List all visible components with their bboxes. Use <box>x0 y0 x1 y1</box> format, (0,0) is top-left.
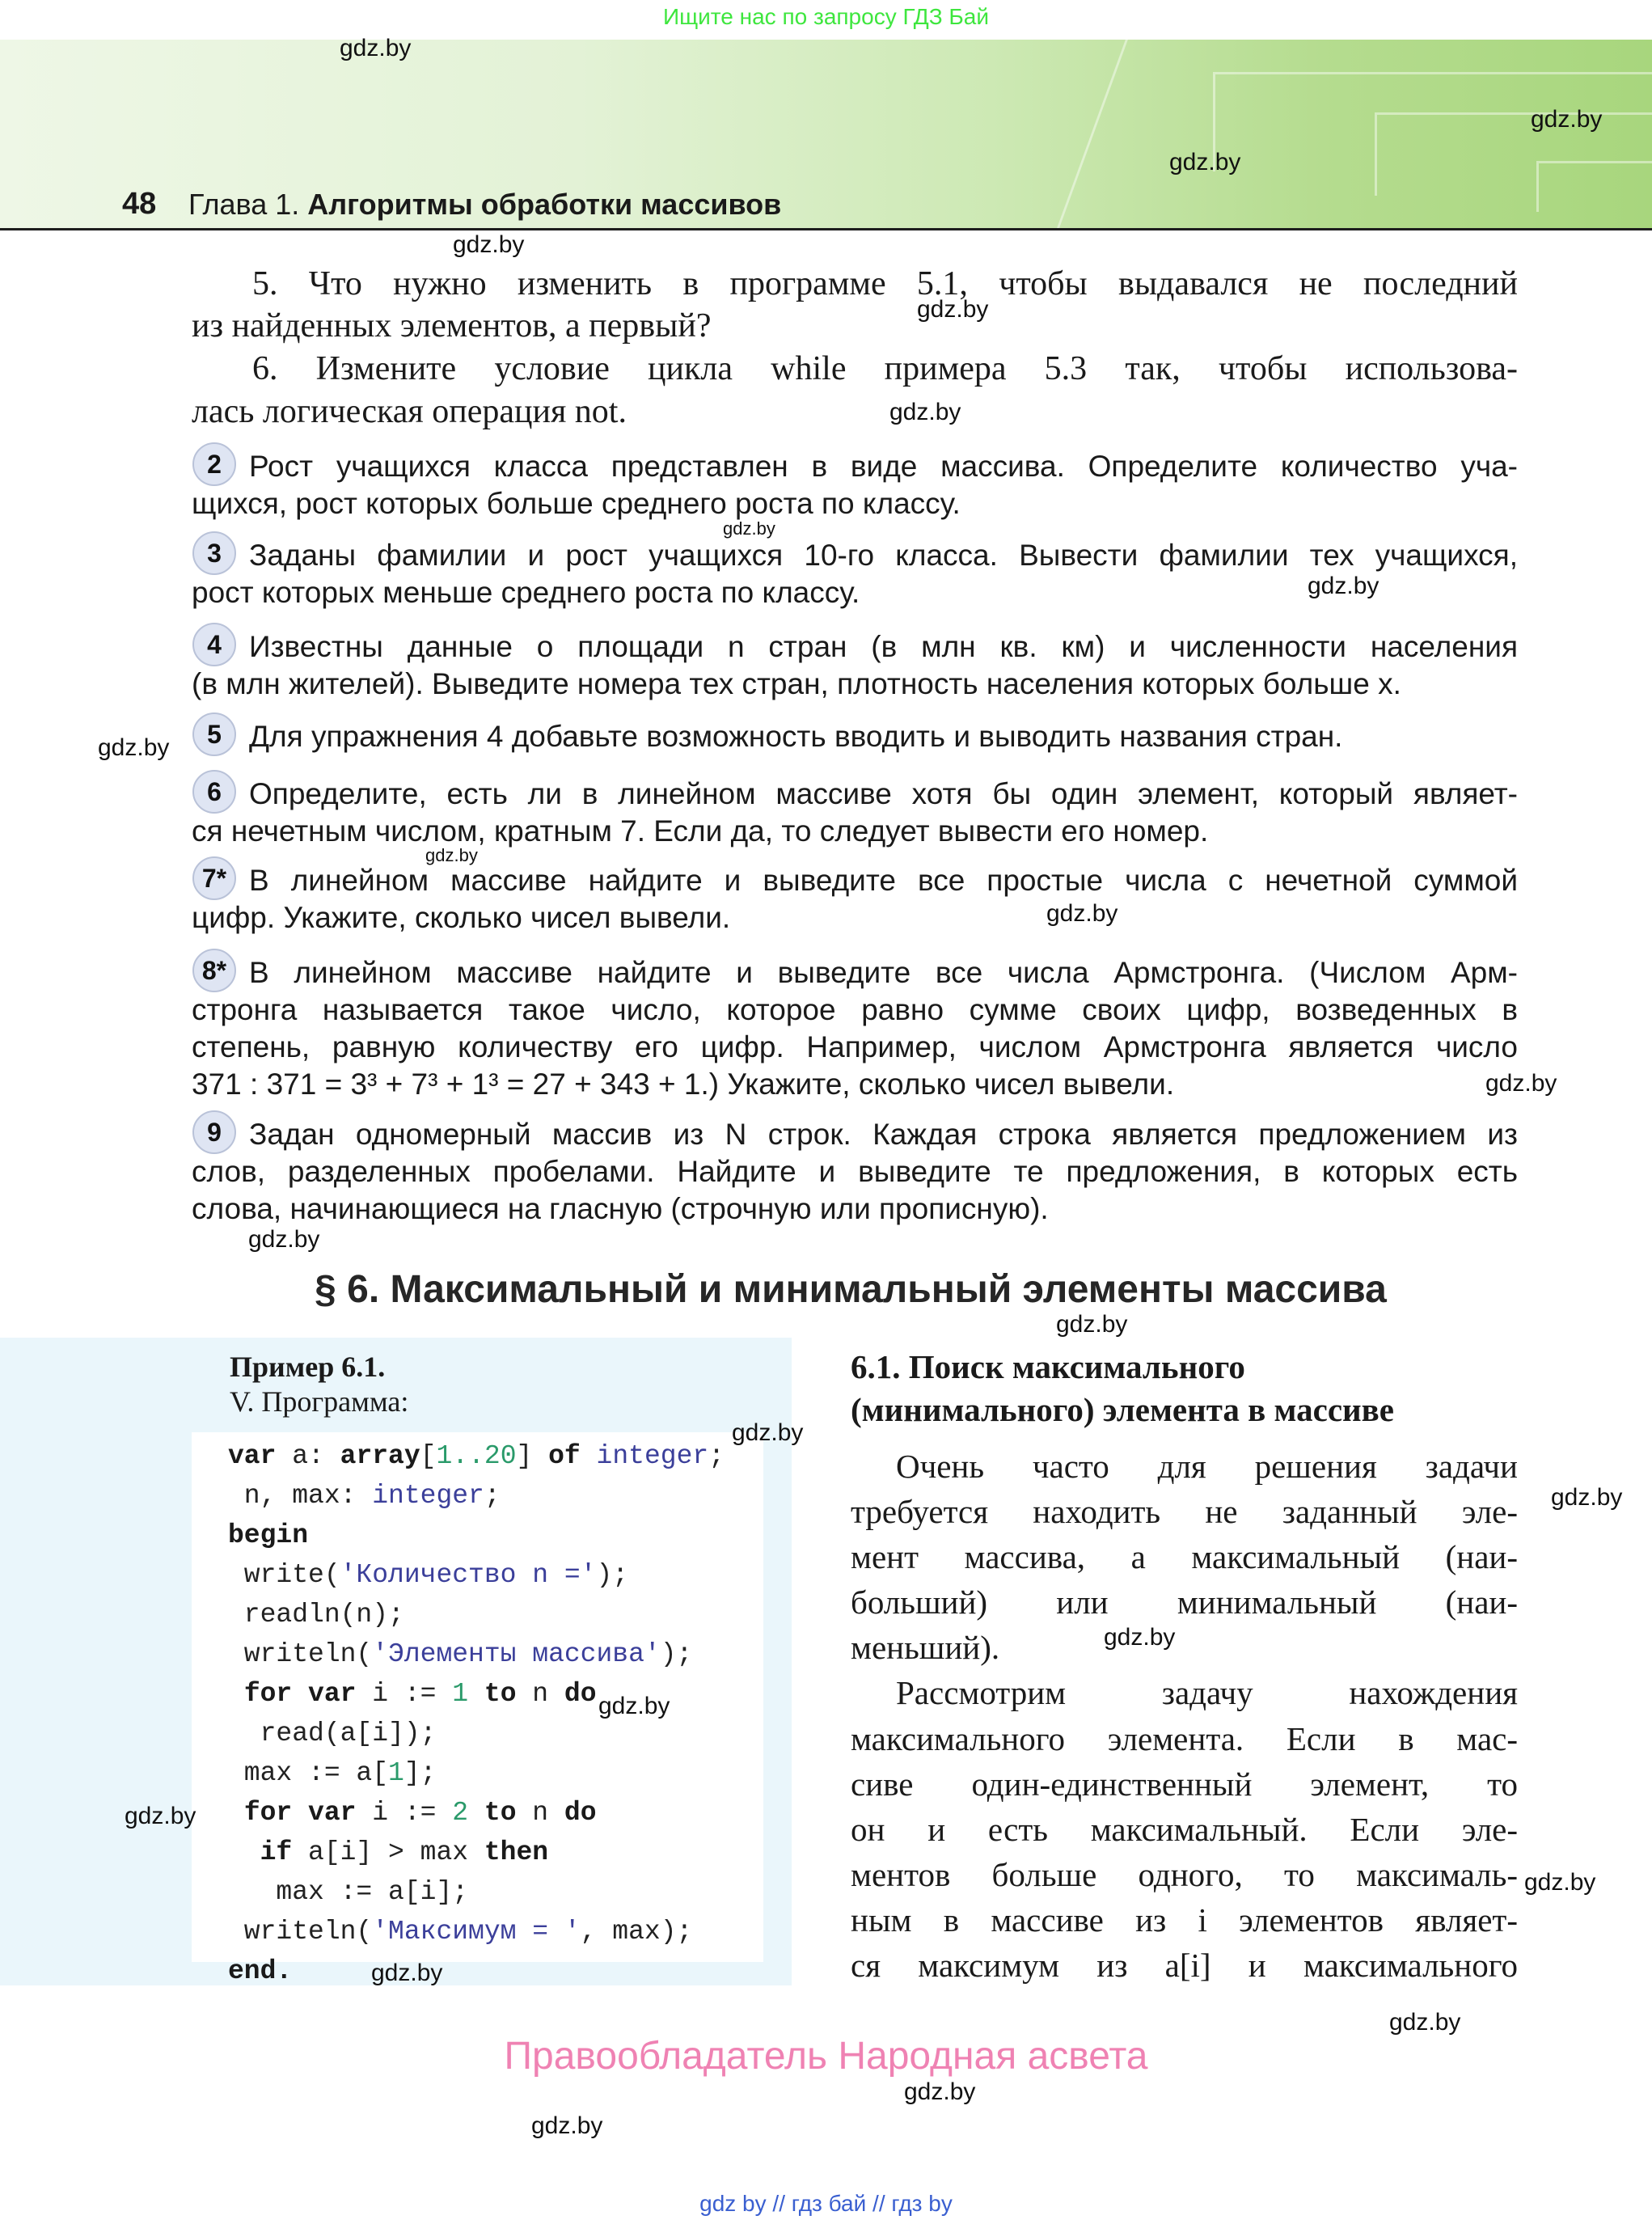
subsection-heading-line: (минимального) элемента в массиве <box>851 1391 1394 1428</box>
task-line: стронга называется такое число, которое равно сумме своих цифр, возведенных в <box>192 993 1518 1026</box>
task-line: степень, равную количеству его цифр. Например, числом Армстронга является число <box>192 1030 1518 1063</box>
code-token: 1 <box>388 1758 404 1788</box>
example-title: Пример 6.1. <box>230 1351 386 1383</box>
body-line: он и есть максимальный. Если эле- <box>851 1811 1518 1848</box>
code-line <box>228 1837 548 1869</box>
code-token <box>228 1837 260 1867</box>
code-token: do <box>564 1798 597 1828</box>
body-line: ся максимум из a[i] и максимального <box>851 1947 1518 1984</box>
watermark-text: gdz.by <box>1389 2009 1461 2036</box>
watermark-text: gdz.by <box>371 1960 443 1986</box>
code-token: ] <box>516 1441 549 1471</box>
task-number-badge: 3 <box>192 531 236 575</box>
watermark-text: gdz.by <box>1308 573 1379 599</box>
code-token: if <box>260 1837 293 1867</box>
question-line: лась логическая операция not. <box>192 393 627 430</box>
code-line <box>228 1599 404 1631</box>
task-line: 371 : 371 = 3³ + 7³ + 1³ = 27 + 343 + 1.) Укажите, сколько чисел вывели. <box>192 1068 1175 1101</box>
footer-links[interactable]: gdz by // гдз бай // гдз by <box>699 2191 953 2216</box>
body-line: Рассмотрим задачу нахождения <box>896 1674 1518 1711</box>
task-line: В линейном массиве найдите и выведите все числа Армстронга. (Числом Арм- <box>249 956 1518 989</box>
code-line <box>228 1797 597 1829</box>
watermark-text: gdz.by <box>1104 1624 1176 1651</box>
question-line: 5. Что нужно изменить в программе 5.1, чтобы выдавался не последний <box>252 265 1518 302</box>
code-token: of <box>548 1441 581 1471</box>
code-token: a: <box>276 1441 340 1471</box>
code-line <box>228 1638 692 1671</box>
code-token: i := <box>356 1798 453 1828</box>
code-token: begin <box>228 1520 309 1550</box>
code-token: for var <box>243 1679 357 1709</box>
body-line: ным в массиве из i элементов являет- <box>851 1901 1518 1939</box>
question-line: из найденных элементов, а первый? <box>192 307 712 345</box>
code-token: integer <box>372 1481 484 1511</box>
task-line: слов, разделенных пробелами. Найдите и выведите те предложения, в которых есть <box>192 1155 1518 1188</box>
code-line <box>228 1520 308 1552</box>
watermark-text: gdz.by <box>917 296 989 323</box>
task-line: В линейном массиве найдите и выведите все простые числа с нечетной суммой <box>249 864 1518 897</box>
code-line <box>228 1678 597 1710</box>
code-token: 'Количество n =' <box>340 1560 597 1590</box>
task-number-badge: 8* <box>192 949 236 992</box>
code-line <box>228 1956 292 1988</box>
watermark-text: gdz.by <box>598 1693 670 1719</box>
code-token: ); <box>596 1560 629 1590</box>
question-line: 6. Измените условие цикла while примера 5.3 так, чтобы использова- <box>252 350 1518 387</box>
task-line: Заданы фамилии и рост учащихся 10-го класса. Вывести фамилии тех учащихся, <box>249 539 1518 572</box>
code-token <box>228 1798 244 1828</box>
example-subtitle: V. Программа: <box>230 1385 409 1418</box>
task-line: Известны данные о площади n стран (в млн кв. км) и численности населения <box>249 630 1518 663</box>
code-token: 1..20 <box>436 1441 517 1471</box>
body-line: максимального элемента. Если в мас- <box>851 1720 1518 1757</box>
body-line: сиве один-единственный элемент, то <box>851 1765 1518 1803</box>
watermark-text: gdz.by <box>1169 149 1241 175</box>
chapter-name: Алгоритмы обработки массивов <box>307 188 782 221</box>
code-token: a[i] > max <box>292 1837 484 1867</box>
code-token: writeln( <box>228 1917 373 1947</box>
code-token <box>228 1679 244 1709</box>
code-token: 2 <box>452 1798 469 1828</box>
code-line <box>228 1876 468 1909</box>
code-token: ); <box>660 1639 693 1669</box>
code-token: n <box>516 1679 564 1709</box>
watermark-text: gdz.by <box>1485 1070 1557 1097</box>
task-line: рост которых меньше среднего роста по классу. <box>192 576 860 609</box>
code-token: [ <box>420 1441 437 1471</box>
code-token: ]; <box>403 1758 437 1788</box>
subsection-heading-line: 6.1. Поиск максимального <box>851 1348 1245 1385</box>
copyright-holder: Правообладатель Народная асвета <box>504 2035 1148 2078</box>
code-line <box>228 1757 436 1790</box>
watermark-text: gdz.by <box>453 231 525 258</box>
top-search-note: Ищите нас по запросу ГДЗ Бай <box>662 4 990 29</box>
task-number-badge: 2 <box>192 442 236 486</box>
watermark-text: gdz.by <box>340 35 412 61</box>
watermark-text: gdz.by <box>425 845 478 865</box>
code-token: 'Элементы массива' <box>372 1639 661 1669</box>
code-token: do <box>564 1679 597 1709</box>
code-token: array <box>340 1441 420 1471</box>
watermark-text: gdz.by <box>531 2112 603 2139</box>
body-line: ментов больше одного, то максималь- <box>851 1856 1518 1893</box>
task-line: ся нечетным числом, кратным 7. Если да, то следует вывести его номер. <box>192 814 1209 848</box>
code-token: write( <box>228 1560 340 1590</box>
task-line: Определите, есть ли в линейном массиве хотя бы один элемент, который являет- <box>249 777 1518 810</box>
code-token: integer <box>596 1441 709 1471</box>
watermark-text: gdz.by <box>98 734 170 761</box>
body-line: меньший). <box>851 1629 1000 1666</box>
code-token: n, max: <box>228 1481 373 1511</box>
code-token: i := <box>356 1679 453 1709</box>
task-line: Для упражнения 4 добавьте возможность вводить и выводить названия стран. <box>249 720 1343 753</box>
watermark-text: gdz.by <box>1524 1869 1596 1896</box>
task-number-badge: 5 <box>192 712 236 756</box>
code-token: max := a[ <box>228 1758 389 1788</box>
code-token: end. <box>228 1956 293 1986</box>
watermark-text: gdz.by <box>1551 1484 1623 1511</box>
task-line: Рост учащихся класса представлен в виде массива. Определите количество уча- <box>249 450 1518 483</box>
body-line: мент массива, а максимальный (наи- <box>851 1538 1518 1575</box>
chapter-prefix: Глава 1. <box>188 188 300 221</box>
task-line: (в млн жителей). Выведите номера тех стран, плотность населения которых больше x. <box>192 667 1401 700</box>
watermark-text: gdz.by <box>1056 1311 1128 1338</box>
code-line <box>228 1440 725 1473</box>
code-token: read(a[i]); <box>228 1719 437 1748</box>
watermark-text: gdz.by <box>1046 900 1118 927</box>
section-title: § 6. Максимальный и минимальный элементы массива <box>315 1268 1387 1311</box>
watermark-text: gdz.by <box>732 1419 804 1446</box>
code-token: to <box>484 1798 517 1828</box>
code-token: to <box>484 1679 517 1709</box>
code-token: , max); <box>580 1917 693 1947</box>
code-token <box>468 1679 484 1709</box>
code-line <box>228 1480 501 1512</box>
chapter-title <box>188 188 781 222</box>
task-number-badge: 6 <box>192 770 236 814</box>
code-token: n <box>516 1798 564 1828</box>
header-divider <box>0 228 1652 230</box>
code-token <box>468 1798 484 1828</box>
code-token: 1 <box>452 1679 469 1709</box>
task-number-badge: 7* <box>192 856 236 900</box>
code-token: ; <box>484 1481 501 1511</box>
code-token: var <box>228 1441 277 1471</box>
code-token: 'Максимум = ' <box>372 1917 581 1947</box>
body-line: Очень часто для решения задачи <box>896 1448 1518 1485</box>
code-token: writeln( <box>228 1639 373 1669</box>
code-token: for var <box>243 1798 357 1828</box>
code-token: readln(n); <box>228 1600 404 1630</box>
code-token <box>581 1441 597 1471</box>
watermark-text: gdz.by <box>904 2078 976 2105</box>
watermark-text: gdz.by <box>889 399 961 425</box>
watermark-text: gdz.by <box>248 1226 320 1253</box>
code-line <box>228 1559 628 1592</box>
watermark-text: gdz.by <box>723 518 775 539</box>
page-number: 48 <box>122 187 157 221</box>
task-line: щихся, рост которых больше среднего роста по классу. <box>192 487 961 520</box>
body-line: требуется находить не заданный эле- <box>851 1493 1518 1530</box>
task-number-badge: 9 <box>192 1110 236 1154</box>
watermark-text: gdz.by <box>1531 106 1603 133</box>
watermark-text: gdz.by <box>125 1803 196 1829</box>
task-line: Задан одномерный массив из N строк. Каждая строка является предложением из <box>249 1118 1518 1151</box>
task-number-badge: 4 <box>192 623 236 666</box>
code-line <box>228 1916 692 1948</box>
code-token: max := a[i]; <box>228 1877 469 1907</box>
task-line: слова, начинающиеся на гласную (строчную или прописную). <box>192 1192 1049 1225</box>
code-line <box>228 1718 436 1750</box>
code-token: then <box>484 1837 549 1867</box>
code-token: ; <box>708 1441 725 1471</box>
task-line: цифр. Укажите, сколько чисел вывели. <box>192 901 731 934</box>
body-line: больший) или минимальный (наи- <box>851 1583 1518 1621</box>
